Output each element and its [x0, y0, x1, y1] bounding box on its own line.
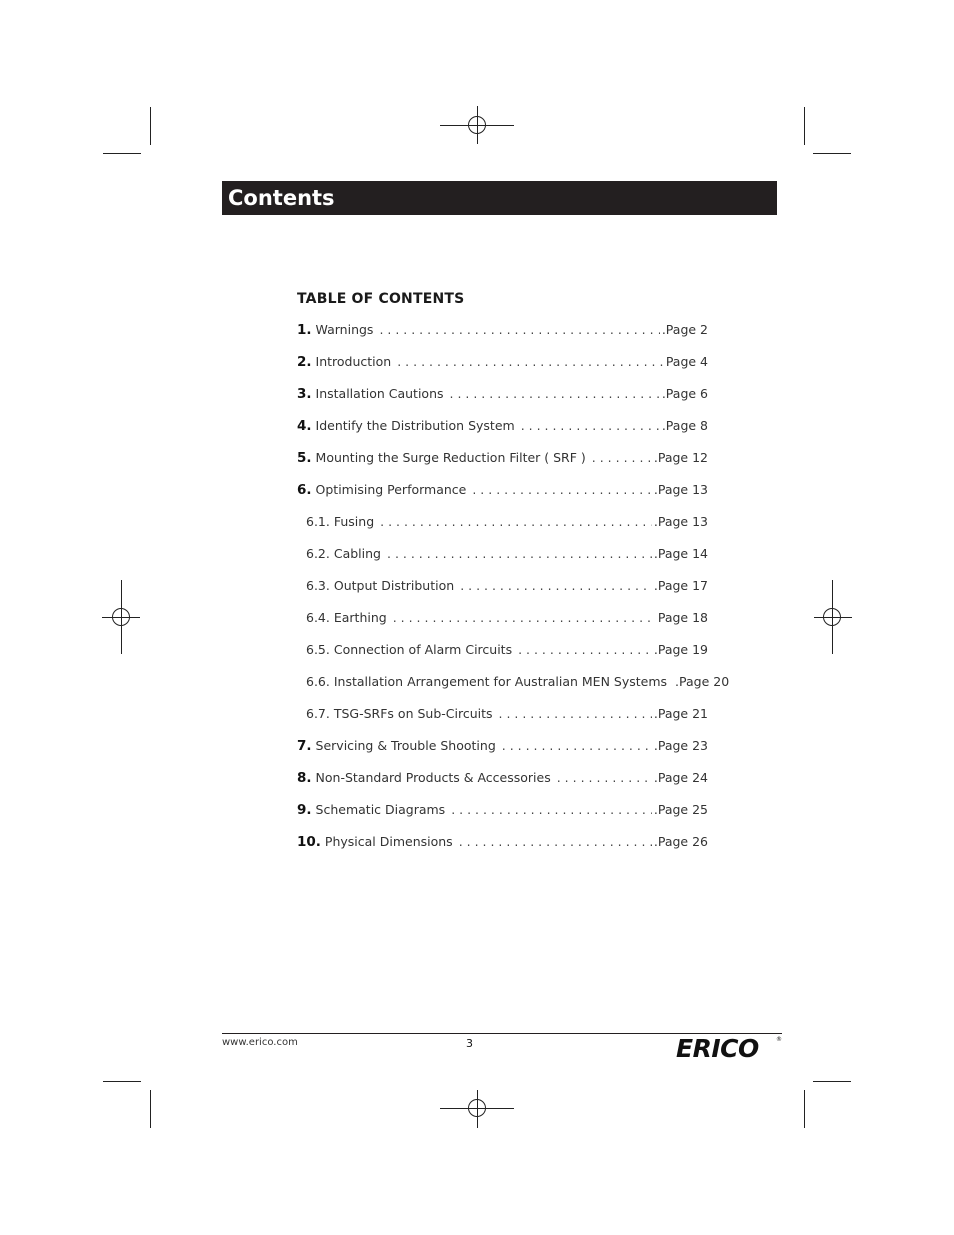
toc-item-page: .Page 17 — [653, 578, 708, 593]
toc-item-number: 6.4. — [306, 610, 330, 625]
toc-item-title: Fusing — [333, 514, 375, 529]
toc-leader-dots — [380, 514, 652, 529]
toc-item-page: .Page 23 — [653, 738, 708, 753]
toc-item-title: Earthing — [333, 610, 387, 625]
toc-item-title: TSG-SRFs on Sub-Circuits — [333, 706, 493, 721]
toc-item[interactable] — [297, 834, 708, 854]
toc-item-title: Cabling — [333, 546, 381, 561]
toc-item-title: Identify the Distribution System — [315, 418, 515, 433]
erico-logo — [676, 1036, 782, 1062]
toc-item-page: .Page 19 — [653, 642, 708, 657]
registered-mark: ® — [776, 1036, 782, 1043]
toc-item-page: .Page 20 — [675, 674, 730, 689]
toc-leader-dots — [397, 354, 664, 369]
toc-item-page: .Page 2 — [661, 322, 708, 337]
toc-leader-dots — [459, 834, 652, 849]
toc-item-number: 6.5. — [306, 642, 330, 657]
toc-leader-dots — [518, 642, 652, 657]
toc-item-number: 6.2. — [306, 546, 330, 561]
toc-item-title: Installation Cautions — [315, 386, 444, 401]
toc-item-number: 6.7. — [306, 706, 330, 721]
toc-leader-dots — [521, 418, 660, 433]
toc-item-page: .Page 14 — [653, 546, 708, 561]
toc-item-number: 6.3. — [306, 578, 330, 593]
toc-item-page: .Page 13 — [653, 482, 708, 497]
toc-item-page: .Page 12 — [653, 450, 708, 465]
toc-item-number: 6.6. — [306, 674, 330, 689]
toc-item-title: Output Distribution — [333, 578, 455, 593]
toc-item-number: 5. — [297, 450, 312, 466]
toc-item[interactable] — [297, 322, 708, 342]
toc-subitem[interactable] — [306, 642, 708, 662]
toc-item-number: 9. — [297, 802, 312, 818]
toc-item-title: Servicing & Trouble Shooting — [315, 738, 496, 753]
toc-item-number: 6. — [297, 482, 312, 498]
toc-item-number: 6.1. — [306, 514, 330, 529]
toc-leader-dots — [393, 610, 656, 625]
page-title: Contents — [228, 186, 335, 210]
footer-url[interactable]: www.erico.com — [222, 1037, 298, 1048]
toc-leader-dots — [502, 738, 652, 753]
toc-item[interactable] — [297, 770, 708, 790]
toc-leader-dots — [472, 482, 652, 497]
toc-subitem[interactable] — [306, 514, 708, 534]
toc-item[interactable] — [297, 418, 708, 438]
toc-item[interactable] — [297, 450, 708, 470]
toc-subitem[interactable] — [306, 610, 708, 630]
toc-item-number: 8. — [297, 770, 312, 786]
toc-leader-dots — [557, 770, 652, 785]
toc-subitem[interactable] — [306, 578, 708, 598]
toc-item-page: .Page 8 — [661, 418, 708, 433]
toc-leader-dots — [451, 802, 652, 817]
toc-subitem[interactable] — [306, 674, 730, 694]
toc-item-number: 3. — [297, 386, 312, 402]
toc-leader-dots — [379, 322, 659, 337]
toc-item[interactable] — [297, 738, 708, 758]
toc-subitem[interactable] — [306, 546, 708, 566]
toc-item[interactable] — [297, 386, 708, 406]
toc-item-page: .Page 25 — [653, 802, 708, 817]
toc-subitem[interactable] — [306, 706, 708, 726]
toc-item-page: .Page 26 — [653, 834, 708, 849]
toc-item-title: Connection of Alarm Circuits — [333, 642, 513, 657]
toc-item-page: .Page 13 — [653, 514, 708, 529]
toc-item-number: 4. — [297, 418, 312, 434]
toc-item-number: 1. — [297, 322, 312, 338]
toc-item-title: Introduction — [315, 354, 392, 369]
header-bar — [222, 181, 777, 215]
toc-item-title: Mounting the Surge Reduction Filter ( SRF ) — [315, 450, 586, 465]
footer-page-number: 3 — [466, 1037, 473, 1050]
toc-item-title: Optimising Performance — [315, 482, 467, 497]
toc-leader-dots — [450, 386, 660, 401]
toc-item-title: Non-Standard Products & Accessories — [315, 770, 551, 785]
toc-item-page: .Page 6 — [661, 386, 708, 401]
toc-item[interactable] — [297, 802, 708, 822]
toc-item-title: Schematic Diagrams — [315, 802, 446, 817]
toc-leader-dots — [499, 706, 652, 721]
toc-item[interactable] — [297, 482, 708, 502]
toc-item[interactable] — [297, 354, 708, 374]
toc-item-number: 2. — [297, 354, 312, 370]
toc-item-title: Warnings — [315, 322, 374, 337]
toc-item-page: .Page 21 — [653, 706, 708, 721]
logo-wordmark: ERICO — [676, 1034, 759, 1063]
toc-leader-dots — [460, 578, 652, 593]
toc-leader-dots — [387, 546, 652, 561]
toc-leader-dots — [592, 450, 652, 465]
toc-item-page: Page 18 — [657, 610, 708, 625]
toc-heading: TABLE OF CONTENTS — [297, 291, 465, 307]
toc-item-page: Page 4 — [665, 354, 708, 369]
toc-item-number: 10. — [297, 834, 321, 850]
toc-item-title: Installation Arrangement for Australian MEN Systems — [333, 674, 668, 689]
toc-item-number: 7. — [297, 738, 312, 754]
toc-item-page: .Page 24 — [653, 770, 708, 785]
toc-item-title: Physical Dimensions — [324, 834, 453, 849]
